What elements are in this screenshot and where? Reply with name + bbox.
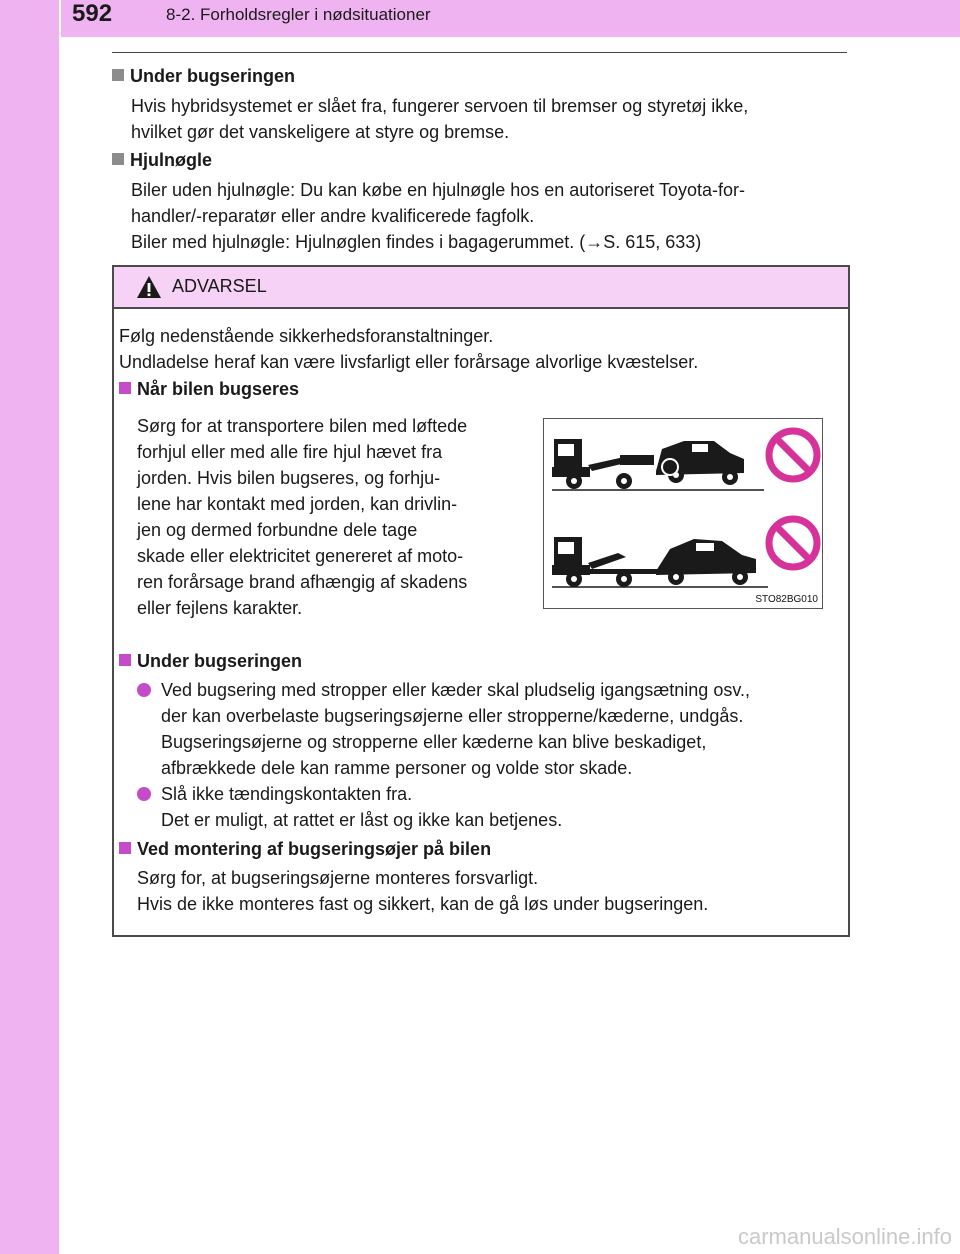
warning-bullet-stropper: Ved bugsering med stropper eller kæder skal pludselig igangsætning osv., der kan overbelaste bugseringsøjerne eller stropperne/kæderne, undgås. Bugseringsøjerne og stropperne eller kæderne kan blive beskadiget, afbrækkede dele kan ramme personer og volde stor skade. xyxy=(137,677,842,781)
bullet-dot-icon xyxy=(137,787,151,801)
square-bullet-icon xyxy=(119,382,131,394)
warning-triangle-icon xyxy=(136,275,162,299)
warning-heading-naar-bilen-bugseres: Når bilen bugseres xyxy=(119,379,299,400)
chapter-title: 8-2. Forholdsregler i nødsituationer xyxy=(166,5,431,24)
warning-heading-montering: Ved montering af bugseringsøjer på bilen xyxy=(119,839,491,860)
section-text-hjulnoegle: Biler uden hjulnøgle: Du kan købe en hjulnøgle hos en autoriseret Toyota-for- handler/-reparatør eller andre kvalificerede fagfolk. Biler med hjulnøgle: Hjulnøglen findes i bagagerummet. (→S. 615, 633) xyxy=(131,180,746,252)
bullet-dot-icon xyxy=(137,683,151,697)
warning-mounting-text: Sørg for, at bugseringsøjerne monteres forsvarligt. Hvis de ikke monteres fast og sikkert, kan de gå løs under bugseringen. xyxy=(137,868,709,914)
page-number: 592 xyxy=(72,0,113,27)
tow-truck-prohibited-icon xyxy=(544,419,822,608)
warning-bullet-taendingskontakt: Slå ikke tændingskontakten fra. Det er muligt, at rattet er låst og ikke kan betjenes. xyxy=(137,781,842,833)
section-text-under-bugseringen: Hvis hybridsystemet er slået fra, fungerer servoen til bremser og styretøj ikke, hvilket gør det vanskeligere at styre og bremse. xyxy=(131,96,749,142)
section-heading-hjulnoegle: Hjulnøgle xyxy=(112,150,212,171)
warning-title: ADVARSEL xyxy=(172,276,267,296)
square-bullet-icon xyxy=(119,842,131,854)
page-header-bar xyxy=(0,0,960,37)
square-bullet-icon xyxy=(112,153,124,165)
towing-illustration xyxy=(543,418,823,609)
warning-towing-text: Sørg for at transportere bilen med løftede forhjul eller med alle fire hjul hævet fra jorden. Hvis bilen bugseres, og forhju- lene har kontakt med jorden, kan drivlin- jen og dermed forbundne dele tage skade eller elektricitet genereret af moto- ren forårsage brand afhængig af skadens eller fejlens karakter. xyxy=(137,416,468,618)
page-sidebar xyxy=(0,0,59,1254)
warning-heading-under-bugseringen: Under bugseringen xyxy=(119,651,302,672)
square-bullet-icon xyxy=(112,69,124,81)
square-bullet-icon xyxy=(119,654,131,666)
header-divider xyxy=(59,0,61,37)
figure-code: STO82BG010 xyxy=(755,594,818,605)
watermark: carmanualsonline.info xyxy=(737,1224,952,1249)
section-heading-under-bugseringen: Under bugseringen xyxy=(112,66,295,87)
warning-box xyxy=(112,265,850,937)
section-rule xyxy=(112,52,847,53)
warning-intro: Følg nedenstående sikkerhedsforanstaltninger. Undladelse heraf kan være livsfarligt eller forårsage alvorlige kvæstelser. xyxy=(119,326,699,372)
warning-header xyxy=(114,267,848,309)
